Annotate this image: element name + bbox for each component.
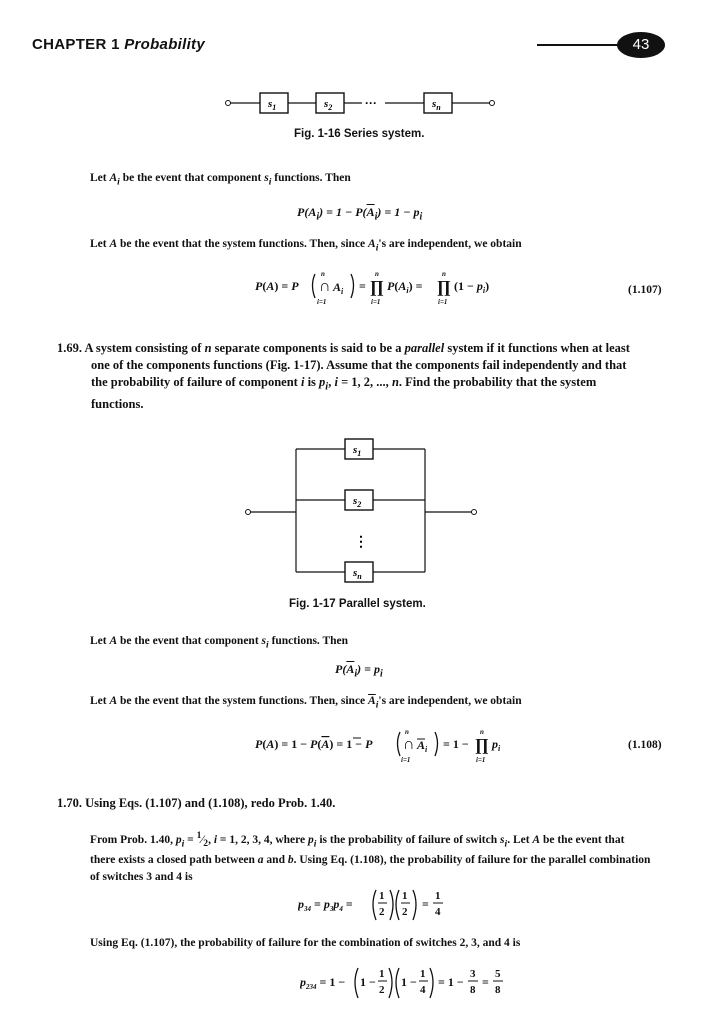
figure-1-17-caption: Fig. 1-17 Parallel system. — [289, 598, 426, 610]
component-sn-label: $s_n$ — [432, 98, 441, 112]
svg-text:P(A) = 1 − P(A) = 1 − P: P(A) = 1 − P(A) = 1 − P — [255, 737, 373, 751]
svg-text:5: 5 — [495, 968, 501, 980]
svg-text:2: 2 — [379, 984, 385, 996]
svg-text:2: 2 — [402, 906, 408, 918]
svg-text:1 −: 1 − — [401, 975, 417, 989]
svg-text:s2: $s_2$ — [353, 495, 362, 509]
svg-text:4: 4 — [420, 984, 426, 996]
equation-p-ai: $P(A_i) = 1 - P(\overline{A}_i) = 1 - p_i$ — [297, 205, 423, 223]
svg-text:∩: ∩ — [403, 736, 415, 753]
parallel-system-diagram — [240, 434, 485, 584]
svg-text:P(Ai) =: $P(A_i)$ = — [387, 279, 423, 295]
svg-text:n: n — [442, 270, 446, 278]
svg-text:=: = — [359, 279, 366, 293]
svg-text:= 1 −: = 1 − — [443, 737, 469, 751]
svg-text:i=1: i=1 — [476, 756, 486, 764]
equation-1-108 — [255, 718, 545, 766]
svg-text:n: n — [480, 728, 484, 736]
svg-text:i=1: i=1 — [438, 298, 448, 306]
chapter-label: CHAPTER 1 — [32, 36, 120, 53]
svg-text:i=1: i=1 — [317, 298, 327, 306]
problem-number: 1.69. — [57, 341, 82, 355]
svg-text:1: 1 — [379, 890, 385, 902]
equation-1-107 — [255, 260, 515, 308]
equation-p34 — [298, 882, 448, 926]
svg-text:∏: ∏ — [475, 735, 489, 754]
figure-1-16-caption: Fig. 1-16 Series system. — [294, 128, 425, 140]
svg-text:∩: ∩ — [319, 278, 331, 295]
svg-text:1: 1 — [379, 968, 385, 980]
component-s1-label: $s_1$ — [268, 98, 277, 112]
svg-text:8: 8 — [495, 984, 501, 996]
parallel-ellipsis: ⋮ — [354, 533, 368, 549]
svg-text:n: n — [321, 270, 325, 278]
svg-text:p234 = 1 −: $p_{234} = 1$ − — [300, 975, 346, 991]
running-header — [32, 36, 205, 53]
page-number-badge: 43 — [617, 32, 665, 58]
svg-text:1 −: 1 − — [360, 975, 376, 989]
svg-text:1: 1 — [435, 890, 441, 902]
equation-p234-fractions — [468, 960, 508, 1004]
svg-text:i=1: i=1 — [371, 298, 381, 306]
svg-text:p34 = p3p4 =: $p_{34} = p_3p_4$ = — [298, 897, 353, 913]
equation-number-1-108: (1.108) — [628, 739, 662, 751]
problem-number: 1.70. — [57, 796, 82, 810]
component-s2-label: $s_2$ — [324, 98, 333, 112]
paragraph-3: Let A be the event that component $s_i$ functions. Then — [90, 635, 349, 651]
svg-text:∏: ∏ — [370, 277, 384, 296]
equation-p-abar: $P(\overline{A}_i) = p_i$ — [335, 662, 383, 680]
equation-number-1-107: (1.107) — [628, 284, 662, 296]
svg-text:∏: ∏ — [437, 277, 451, 296]
problem-1-70 — [57, 795, 335, 812]
svg-text:=: = — [482, 975, 489, 989]
svg-text:n: n — [375, 270, 379, 278]
svg-text:3: 3 — [470, 968, 476, 980]
svg-text:n: n — [405, 728, 409, 736]
paragraph-5: From Prob. 1.40, $p_i$ = $^1⁄_2$, i = 1, 2, 3, 4, where $p_i$ is the probability of failure of switch $s_i$. Let A be the event that there exists a closed path between a and b. Using Eq. (1.108), the probability of failure for the parallel combination of switches 3 and 4 is — [90, 830, 651, 884]
problem-1-70-text: Using Eqs. (1.107) and (1.108), redo Prob. 1.40. — [85, 796, 336, 810]
svg-text:= 1 −: = 1 − — [438, 975, 464, 989]
paragraph-6: Using Eq. (1.107), the probability of failure for the combination of switches 2, 3, and 4 is — [90, 937, 521, 949]
svg-text:i=1: i=1 — [401, 756, 411, 764]
svg-text:(1 − pi): $(1 - p_i)$ — [454, 279, 490, 295]
svg-text:sn: $s_n$ — [353, 567, 362, 581]
svg-text:4: 4 — [435, 906, 441, 918]
svg-text:8: 8 — [470, 984, 476, 996]
paragraph-2: Let A be the event that the system functions. Then, since $A_i's$ are independent, we obtain — [90, 238, 522, 254]
svg-text:pi: $p_i$ — [492, 737, 501, 753]
paragraph-4: Let A be the event that the system functions. Then, since $\overline{A}_i's$ are independent, we obtain — [90, 695, 522, 711]
svg-text:s1: $s_1$ — [353, 444, 362, 458]
svg-text:1: 1 — [420, 968, 426, 980]
series-system-diagram — [220, 88, 510, 118]
chapter-title: Probability — [124, 36, 205, 53]
svg-text:P(A) = P: P(A) = P — [255, 279, 299, 293]
problem-1-69: 1.69. A system consisting of n separate components is said to be a parallel system if it functions when at least one of the components functions (Fig. 1-17). Assume that the components fail independently and that the probability of failure of component i is $p_i$, i = 1, 2, ..., n. Find the probability that the system functions. — [57, 341, 630, 411]
header-rule — [537, 44, 622, 46]
svg-text:=: = — [422, 897, 429, 911]
svg-text:2: 2 — [379, 906, 385, 918]
svg-text:Ai: $A_i$ — [333, 280, 344, 296]
svg-text:Ai: $A_i$ — [417, 738, 428, 754]
paragraph-1: Let $A_i$ be the event that component $s_i$ functions. Then — [90, 172, 351, 188]
equation-p234 — [300, 960, 470, 1004]
series-ellipsis: ··· — [365, 96, 377, 110]
svg-text:1: 1 — [402, 890, 408, 902]
